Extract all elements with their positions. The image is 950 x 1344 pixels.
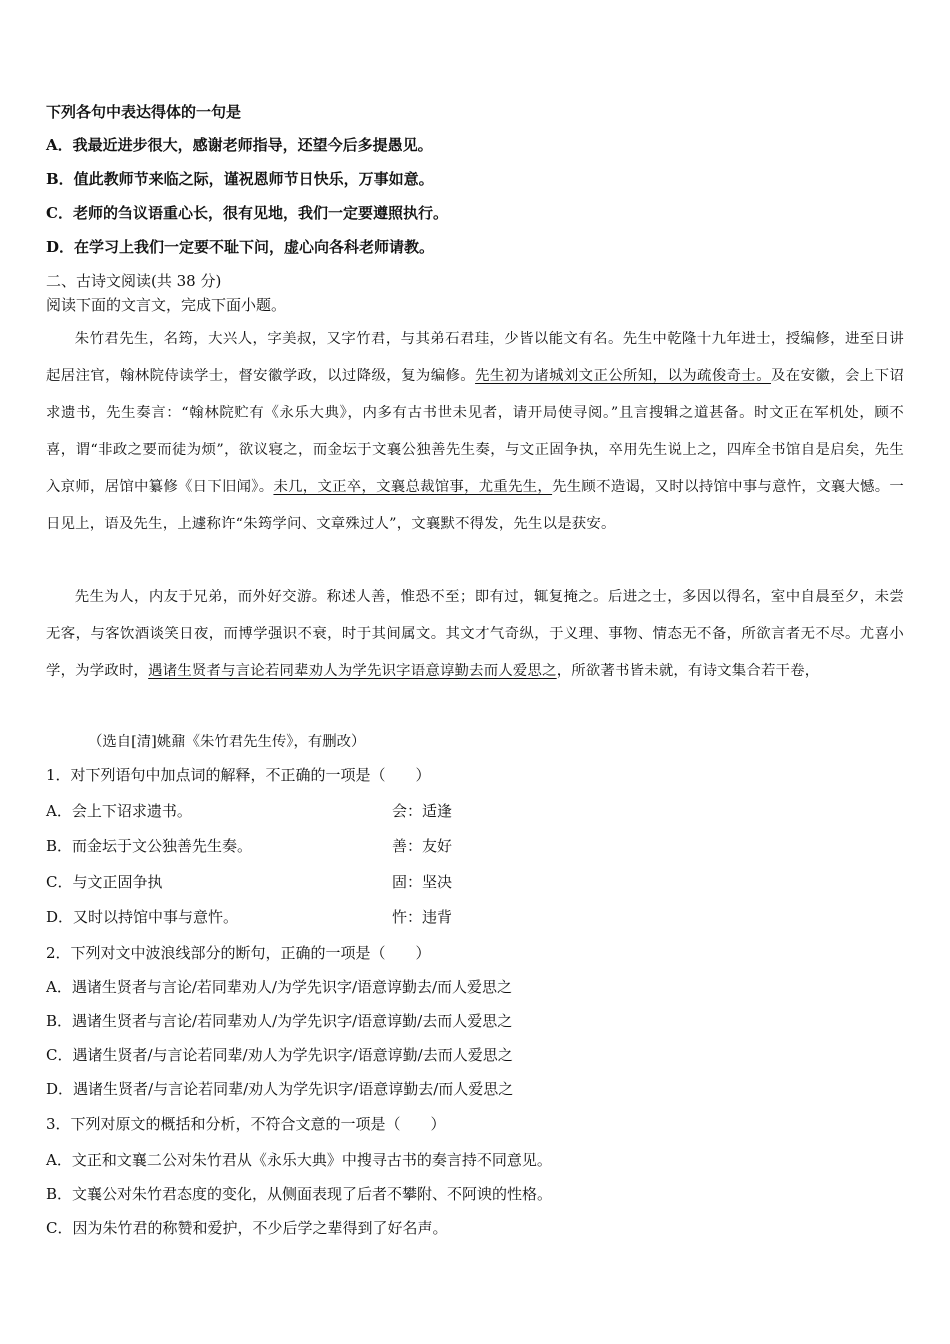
section-instruction: 阅读下面的文言文，完成下面小题。 bbox=[46, 296, 287, 314]
q2-option-d: D．遇诸生贤者/与言论若同辈/劝人为学先识字/语意谆勤去/而人爱思之 bbox=[46, 1080, 514, 1098]
q3-option-a: A．文正和文襄二公对朱竹君从《永乐大典》中搜寻古书的奏言持不同意见。 bbox=[46, 1151, 552, 1169]
wavy-underlined-sentence: 遇诸生贤者与言论若同辈劝人为学先识字语意谆勤去而人爱思之 bbox=[148, 663, 557, 679]
q2-option-c: C．遇诸生贤者/与言论若同辈/劝人为学先识字/语意谆勤/去而人爱思之 bbox=[46, 1046, 513, 1064]
passage-source: （选自[清]姚鼐《朱竹君先生传》，有删改） bbox=[88, 734, 366, 750]
q1-option-a: A．会上下诏求遗书。 bbox=[46, 802, 192, 820]
passage-text: 先生顾不造谒，又时以持馆中事与意忤，文襄大憾。一日见上，语及先生，上遽称许“朱筠学问、文章殊过人”，文襄默不得发，先生以是获安。 bbox=[46, 479, 904, 532]
q2-stem: 2．下列对文中波浪线部分的断句，正确的一项是（ ） bbox=[46, 944, 431, 962]
underlined-sentence: 未几，文正卒，文襄总裁馆事，尤重先生， bbox=[273, 479, 553, 495]
prev-question-stem: 下列各句中表达得体的一句是 bbox=[46, 103, 242, 121]
q2-option-b: B．遇诸生贤者与言论/若同辈劝人/为学先识字/语意谆勤/去而人爱思之 bbox=[46, 1012, 513, 1030]
prev-option-d: D．在学习上我们一定要不耻下问，虚心向各科老师请教。 bbox=[46, 238, 435, 256]
prev-option-c: C．老师的刍议语重心长，很有见地，我们一定要遵照执行。 bbox=[46, 204, 448, 222]
passage-text: 朱竹君先生，名筠，大兴人，字美叔，又字竹君，与其弟石君珪，少皆以能文有名。先生中乾隆十九年进士，授编修，进至日讲起居注官，翰林院侍读学士，督安徽学政，以过降级，复为编修。 bbox=[46, 331, 904, 384]
q1-option-a-gloss: 会：适逢 bbox=[392, 802, 453, 820]
q2-option-a: A．遇诸生贤者与言论/若同辈劝人/为学先识字/语意谆勤去/而人爱思之 bbox=[46, 978, 513, 996]
passage-paragraph-2 bbox=[46, 579, 904, 690]
q1-stem: 1．对下列语句中加点词的解释，不正确的一项是（ ） bbox=[46, 766, 431, 784]
passage-text: 及在安徽，会上下诏求遗书，先生奏言：“翰林院贮有《永乐大典》，内多有古书世未见者，请开局使寻阅。”且言搜辑之道甚备。时文正在军机处，顾不喜，谓“非政之要而徒为烦”，欲议寝之，而金坛于文襄公独善先生奏，与文正固争执，卒用先生说上之，四库全书馆自是启矣，先生入京师，居馆中纂修《日下旧闻》。 bbox=[46, 368, 904, 495]
q1-option-b: B．而金坛于文公独善先生奏。 bbox=[46, 837, 253, 855]
prev-option-b: B．值此教师节来临之际，谨祝恩师节日快乐，万事如意。 bbox=[46, 170, 434, 188]
q1-option-c: C．与文正固争执 bbox=[46, 873, 163, 891]
q1-option-d-gloss: 忤：违背 bbox=[392, 908, 453, 926]
passage-text: 先生为人，内友于兄弟，而外好交游。称述人善，惟恐不至；即有过，辄复掩之。后进之士，多因以得名，室中自晨至夕，未尝无客，与客饮酒谈笑日夜，而博学强识不衰，时于其间属文。其文才气奇纵，于义理、事物、情态无不备，所欲言者无不尽。尤喜小学，为学政时， bbox=[46, 589, 904, 679]
q3-stem: 3．下列对原文的概括和分析，不符合文意的一项是（ ） bbox=[46, 1115, 446, 1133]
q1-option-c-gloss: 固：坚决 bbox=[392, 873, 453, 891]
passage-text: ，所欲著书皆未就，有诗文集合若干卷， bbox=[556, 663, 820, 679]
passage-paragraph-1 bbox=[46, 321, 904, 543]
prev-option-a: A．我最近进步很大，感谢老师指导，还望今后多提愚见。 bbox=[46, 136, 433, 154]
q1-option-b-gloss: 善：友好 bbox=[392, 837, 453, 855]
section-title: 二、古诗文阅读(共 38 分) bbox=[46, 272, 222, 290]
q3-option-b: B．文襄公对朱竹君态度的变化，从侧面表现了后者不攀附、不阿谀的性格。 bbox=[46, 1185, 553, 1203]
q1-option-d: D．又时以持馆中事与意忤。 bbox=[46, 908, 239, 926]
q3-option-c: C．因为朱竹君的称赞和爱护，不少后学之辈得到了好名声。 bbox=[46, 1219, 448, 1237]
underlined-sentence: 先生初为诸城刘文正公所知，以为疏俊奇士。 bbox=[475, 368, 772, 384]
